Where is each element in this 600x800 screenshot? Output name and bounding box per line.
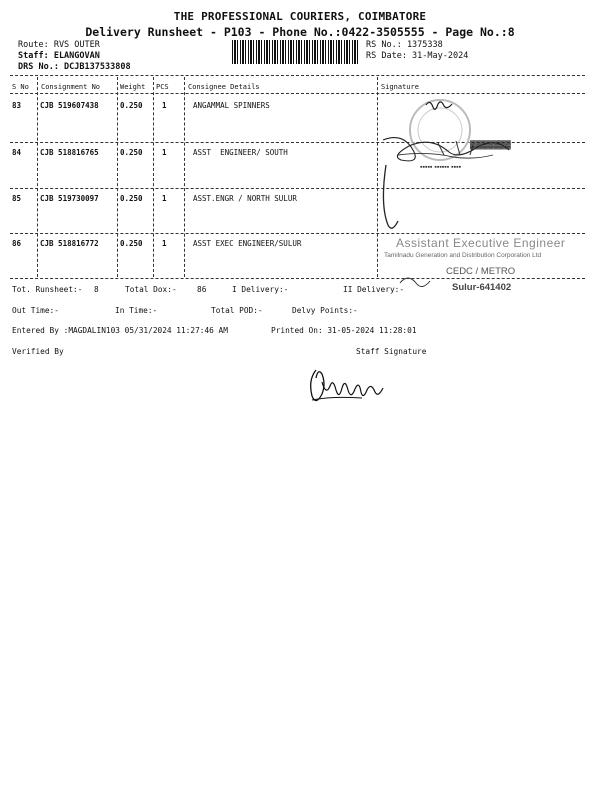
total-dox-label: Total Dox:- <box>125 285 177 294</box>
tot-runsheet-value: 8 <box>94 285 99 294</box>
in-time-label: In Time:- <box>115 306 158 315</box>
i-delivery-label: I Delivery:- <box>232 285 289 294</box>
row-consignment: CJB 518816772 <box>40 239 99 248</box>
col-header-weight: Weight <box>120 83 146 91</box>
row-consignee: ANGAMMAL SPINNERS <box>193 101 270 110</box>
header-bottom-rule <box>10 93 585 94</box>
row-consignee: ASST EXEC ENGINEER/SULUR <box>193 239 302 248</box>
col-sep <box>184 77 185 277</box>
row-weight: 0.250 <box>120 101 143 110</box>
stamp-mark: ▪▪▪▪▪ ▪▪▪▪▪▪ ▪▪▪▪ <box>420 164 462 171</box>
stamp-office-text: CEDC / METRO <box>446 266 516 277</box>
delvy-points-label: Delvy Points:- <box>292 306 358 315</box>
col-sep <box>117 77 118 277</box>
tot-runsheet-label: Tot. Runsheet:- <box>12 285 83 294</box>
table-top-rule <box>10 75 585 76</box>
rs-date: RS Date: 31-May-2024 <box>366 51 469 61</box>
verified-by-label: Verified By <box>12 347 64 356</box>
barcode-image <box>232 40 358 64</box>
drs-number: DRS No.: DCJB137533808 <box>18 62 131 72</box>
row-pcs: 1 <box>162 148 167 157</box>
stamp-corp-text: Tamilnadu Generation and Distribution Corporation Ltd <box>384 252 542 259</box>
signature-stamps-image <box>378 95 588 295</box>
col-sep <box>153 77 154 277</box>
stamp-mark: ▓▓▓▓▓▓▓ <box>470 140 511 149</box>
out-time-label: Out Time:- <box>12 306 59 315</box>
staff-signature-label: Staff Signature <box>356 347 427 356</box>
row-consignment: CJB 519730097 <box>40 194 99 203</box>
row-consignment: CJB 518816765 <box>40 148 99 157</box>
runsheet-title: Delivery Runsheet - P103 - Phone No.:0422-3505555 - Page No.:8 <box>85 25 515 39</box>
staff-text: Staff: ELANGOVAN <box>18 51 100 61</box>
entered-by-text: Entered By :MAGDALIN103 05/31/2024 11:27:46 AM <box>12 326 228 335</box>
row-sno: 86 <box>12 239 22 248</box>
col-header-signature: Signature <box>381 83 419 91</box>
row-weight: 0.250 <box>120 148 143 157</box>
row-sno: 85 <box>12 194 22 203</box>
stamp-seal-text: Assistant Executive Engineer <box>396 236 566 250</box>
row-weight: 0.250 <box>120 239 143 248</box>
col-header-consignee: Consignee Details <box>188 83 260 91</box>
col-header-consignment: Consignment No <box>41 83 101 91</box>
printed-on-text: Printed On: 31-05-2024 11:28:01 <box>271 326 417 335</box>
total-pod-label: Total POD:- <box>211 306 263 315</box>
row-consignee: ASST ENGINEER/ SOUTH <box>193 148 288 157</box>
row-pcs: 1 <box>162 194 167 203</box>
rs-number: RS No.: 1375338 <box>366 40 443 50</box>
row-pcs: 1 <box>162 101 167 110</box>
row-weight: 0.250 <box>120 194 143 203</box>
row-consignment: CJB 519607438 <box>40 101 99 110</box>
col-header-pcs: PCS <box>156 83 169 91</box>
row-sno: 83 <box>12 101 22 110</box>
ii-delivery-label: II Delivery:- <box>343 285 405 294</box>
stamp-place-text: Sulur-641402 <box>452 282 512 293</box>
col-header-sno: S No <box>12 83 29 91</box>
route-text: Route: RVS OUTER <box>18 40 100 50</box>
company-title: THE PROFESSIONAL COURIERS, COIMBATORE <box>173 10 427 23</box>
row-sno: 84 <box>12 148 22 157</box>
row-pcs: 1 <box>162 239 167 248</box>
col-sep <box>37 77 38 277</box>
row-consignee: ASST.ENGR / NORTH SULUR <box>193 194 297 203</box>
staff-signature-image <box>300 362 400 412</box>
total-dox-value: 86 <box>197 285 207 294</box>
